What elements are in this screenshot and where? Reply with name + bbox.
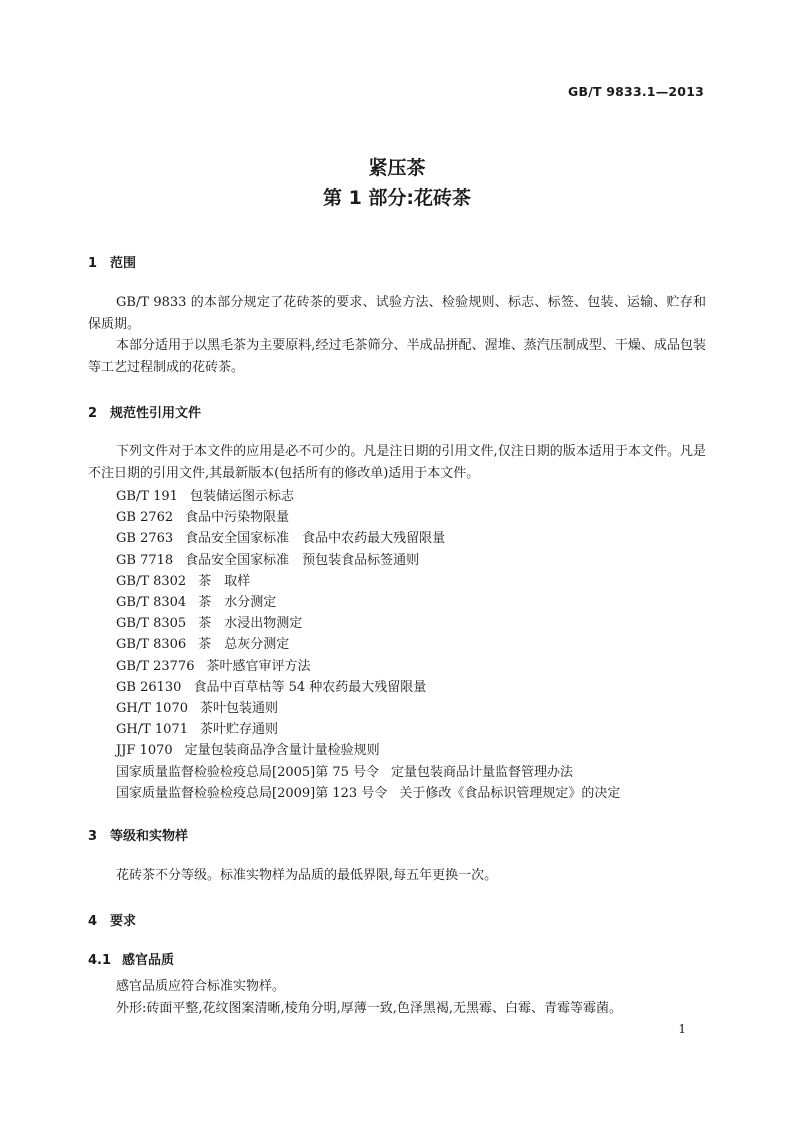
reference-name: 茶叶包装通则 (200, 701, 279, 717)
reference-name: 包装储运图示标志 (189, 489, 294, 504)
reference-name: 食品安全国家标准 食品中农药最大残留限量 (185, 531, 446, 547)
reference-name: 茶 总灰分测定 (198, 637, 290, 653)
list-item (116, 634, 620, 655)
subsection-title: 感官品质 (122, 953, 175, 968)
document-subtitle: 第 1 部分:花砖茶 (322, 187, 472, 209)
list-item (116, 740, 620, 761)
reference-code: 国家质量监督检验检疫总局[2009]第 123 号令 (116, 785, 388, 801)
reference-name: 茶叶感官审评方法 (206, 658, 311, 674)
section-1-paragraph-2: 本部分适用于以黑毛茶为主要原料,经过毛茶筛分、半成品拼配、渥堆、蒸汽压制成型、干燥、成品包装等工艺过程制成的花砖茶。 (88, 338, 706, 375)
reference-name: 茶 取样 (198, 573, 251, 589)
reference-name: 食品中污染物限量 (185, 510, 290, 526)
reference-list (116, 486, 620, 804)
section-2-heading (88, 402, 201, 421)
subsection-4-1-line-1: 感官品质应符合标准实物样。 (116, 979, 286, 994)
subsection-number: 4.1 (88, 953, 112, 968)
section-3-paragraph-1: 花砖茶不分等级。标准实物样为品质的最低界限,每五年更换一次。 (116, 868, 498, 883)
section-3-heading (88, 825, 188, 844)
list-item (116, 486, 620, 507)
list-item (116, 571, 620, 592)
reference-code: GB 26130 (116, 679, 182, 695)
reference-name: 食品中百草枯等 54 种农药最大残留限量 (193, 679, 427, 695)
list-item (116, 613, 620, 634)
list-item (116, 783, 620, 804)
subsection-4-1-heading (88, 949, 174, 968)
list-item (116, 507, 620, 528)
reference-code: GB 2762 (116, 510, 174, 526)
reference-name: 关于修改《食品标识管理规定》的决定 (399, 785, 621, 801)
list-item (116, 762, 620, 783)
reference-code: GB/T 23776 (116, 658, 195, 674)
list-item (116, 592, 620, 613)
reference-code: 国家质量监督检验检疫总局[2005]第 75 号令 (116, 764, 380, 780)
reference-name: 食品安全国家标准 预包装食品标签通则 (185, 552, 420, 568)
subsection-4-1-line-2: 外形:砖面平整,花纹图案清晰,棱角分明,厚薄一致,色泽黑褐,无黑霉、白霉、青霉等霉菌。 (116, 1001, 623, 1016)
section-1-paragraph-1: GB/T 9833 的本部分规定了花砖茶的要求、试验方法、检验规则、标志、标签、包装、运输、贮存和保质期。 (88, 295, 706, 332)
section-title: 要求 (110, 914, 137, 929)
section-number: 4 (88, 914, 98, 929)
reference-code: GB/T 8305 (116, 616, 187, 632)
list-item (116, 656, 620, 677)
section-1-heading (88, 252, 136, 271)
standard-code: GB/T 9833.1—2013 (568, 84, 704, 99)
list-item (116, 528, 620, 549)
reference-code: GB/T 8306 (116, 637, 187, 653)
section-title: 范围 (110, 256, 137, 271)
list-item (116, 677, 620, 698)
reference-name: 定量包装商品计量监督管理办法 (391, 764, 574, 780)
section-4-heading (88, 910, 136, 929)
reference-code: GH/T 1071 (116, 722, 188, 738)
reference-code: GB/T 191 (116, 489, 178, 504)
reference-name: 茶 水分测定 (198, 595, 277, 611)
reference-name: 定量包装商品净含量计量检验规则 (184, 743, 380, 759)
section-2-intro: 下列文件对于本文件的应用是必不可少的。凡是注日期的引用文件,仅注日期的版本适用于本文件。凡是不注日期的引用文件,其最新版本(包括所有的修改单)适用于本文件。 (88, 444, 706, 481)
reference-code: GB/T 8302 (116, 573, 187, 589)
section-number: 2 (88, 406, 98, 421)
section-title: 等级和实物样 (110, 829, 189, 844)
section-number: 1 (88, 256, 98, 271)
reference-code: GB 7718 (116, 552, 174, 568)
reference-code: GB/T 8304 (116, 595, 187, 611)
section-number: 3 (88, 829, 98, 844)
page-number: 1 (678, 1022, 686, 1036)
section-title: 规范性引用文件 (110, 406, 202, 421)
reference-code: GB 2763 (116, 531, 174, 547)
document-title: 紧压茶 (368, 157, 426, 179)
reference-code: GH/T 1070 (116, 701, 188, 717)
list-item (116, 698, 620, 719)
list-item (116, 550, 620, 571)
list-item (116, 719, 620, 740)
reference-code: JJF 1070 (116, 743, 173, 759)
reference-name: 茶 水浸出物测定 (198, 616, 303, 632)
reference-name: 茶叶贮存通则 (200, 722, 279, 738)
